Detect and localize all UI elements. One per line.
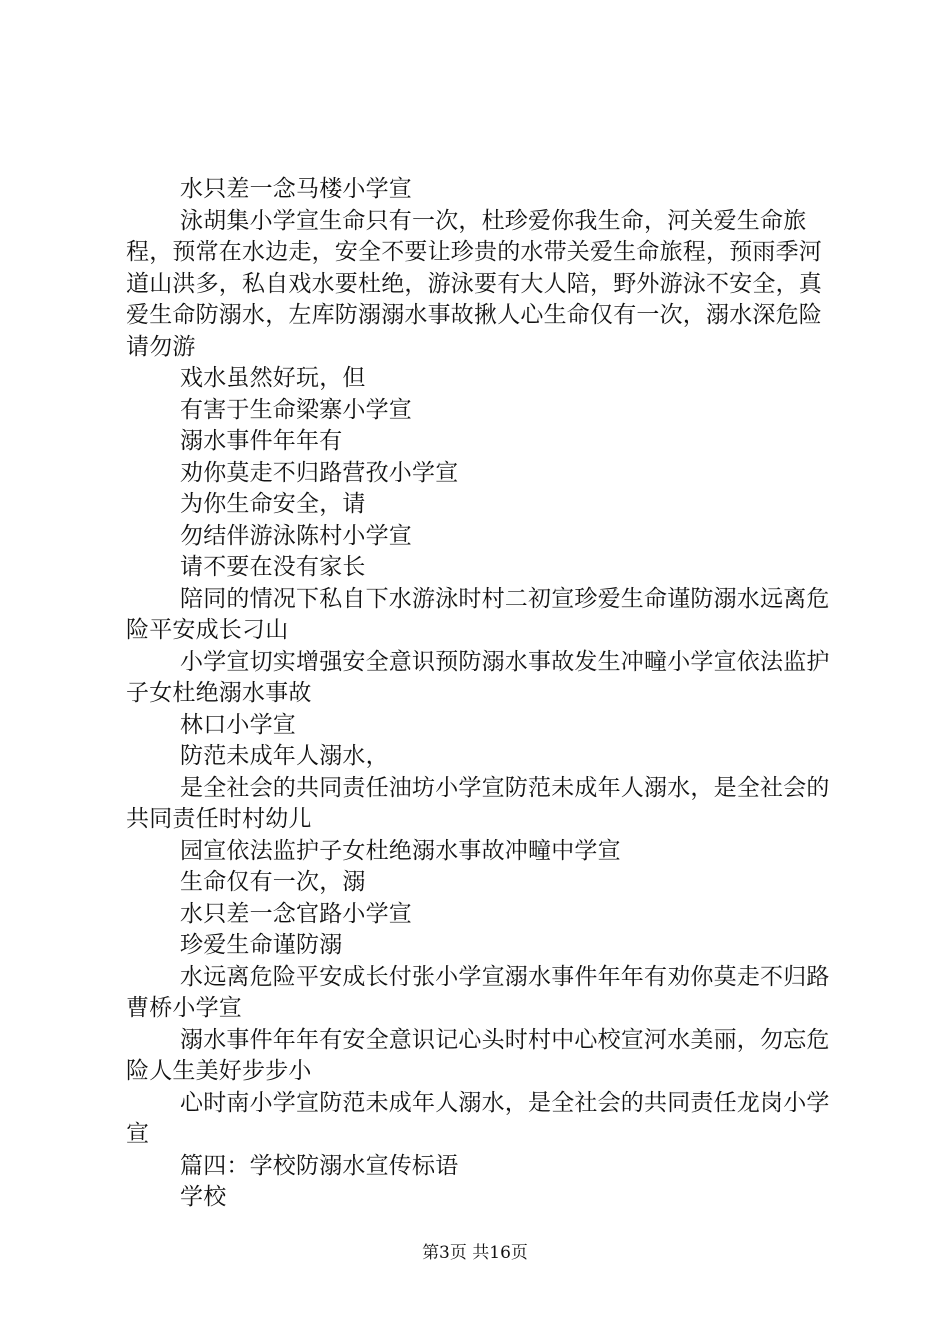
paragraph: 小学宣切实增强安全意识预防溺水事故发生冲疃小学宣依法监护子女杜绝溺水事故 [126, 648, 830, 706]
paragraph: 水远离危险平安成长付张小学宣溺水事件年年有劝你莫走不归路曹桥小学宣 [126, 963, 830, 1021]
paragraph: 水只差一念马楼小学宣 [180, 176, 412, 202]
paragraph: 戏水虽然好玩，但 [180, 365, 366, 391]
paragraph: 泳胡集小学宣生命只有一次，杜珍爱你我生命，河关爱生命旅程，预常在水边走，安全不要让珍贵的水带关爱生命旅程，预雨季河道山洪多，私自戏水要杜绝，游泳要有大人陪，野外游泳不安全，真爱生命防溺水，左库防溺溺水事故揪人心生命仅有一次，溺水深危险请勿游 [126, 207, 822, 360]
page-number-footer: 第3页 共16页 [422, 1243, 528, 1263]
section-heading: 篇四：学校防溺水宣传标语 [180, 1152, 459, 1179]
paragraph: 为你生命安全，请 [180, 491, 366, 517]
paragraph: 生命仅有一次，溺 [180, 869, 366, 895]
paragraph: 是全社会的共同责任油坊小学宣防范未成年人溺水，是全社会的共同责任时村幼儿 [126, 774, 830, 832]
paragraph: 请不要在没有家长 [180, 554, 366, 580]
paragraph: 有害于生命梁寨小学宣 [180, 396, 412, 423]
paragraph: 珍爱生命谨防溺 [180, 932, 343, 958]
paragraph: 学校 [180, 1184, 227, 1210]
paragraph: 水只差一念官路小学宣 [180, 900, 412, 927]
paragraph: 防范未成年人溺水， [180, 743, 389, 769]
paragraph: 勿结伴游泳陈村小学宣 [180, 522, 412, 549]
paragraph: 溺水事件年年有 [180, 428, 343, 454]
paragraph: 心时南小学宣防范未成年人溺水，是全社会的共同责任龙岗小学宣 [126, 1089, 830, 1147]
paragraph: 劝你莫走不归路营孜小学宣 [180, 459, 459, 486]
paragraph: 溺水事件年年有安全意识记心头时村中心校宣河水美丽，勿忘危险人生美好步步小 [126, 1026, 830, 1084]
paragraph: 陪同的情况下私自下水游泳时村二初宣珍爱生命谨防溺水远离危险平安成长刁山 [126, 585, 830, 643]
paragraph: 园宣依法监护子女杜绝溺水事故冲疃中学宣 [180, 837, 621, 864]
document-body [126, 174, 836, 1214]
paragraph: 林口小学宣 [180, 711, 296, 738]
